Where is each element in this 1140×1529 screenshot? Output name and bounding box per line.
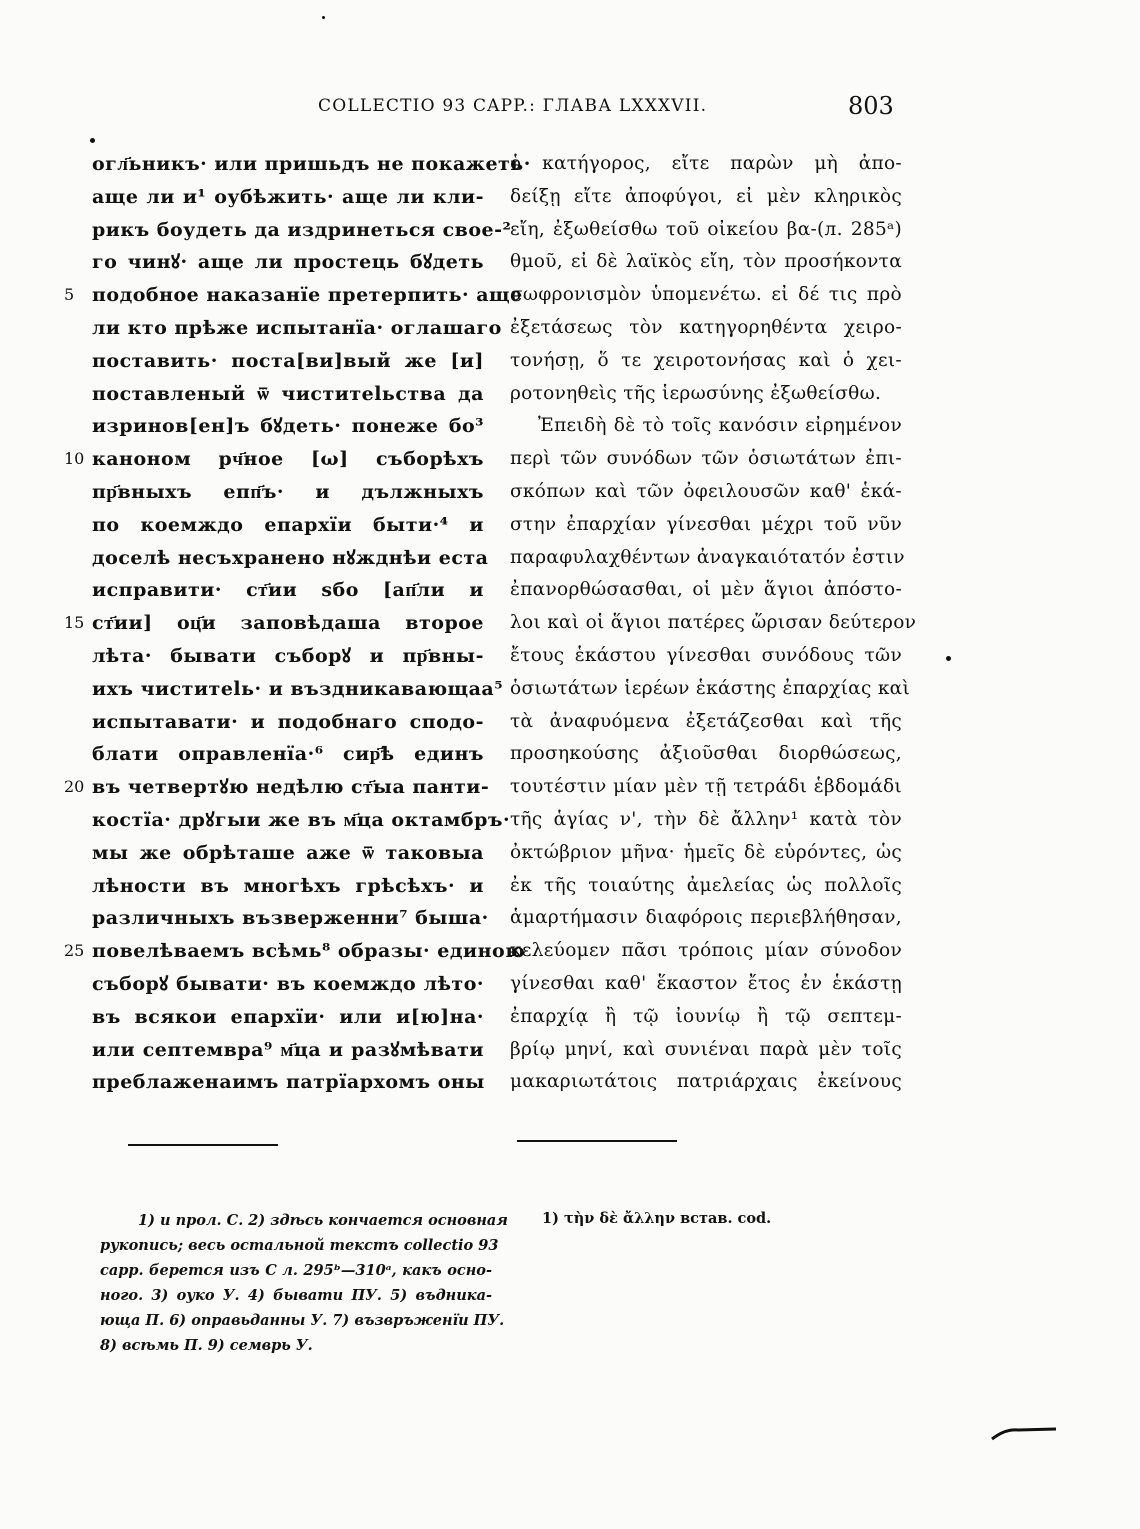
text-line: съборꙋ бывати· въ коемждо лѣто· xyxy=(92,972,484,995)
text-line: рикъ боудеть да издринеться свое-² xyxy=(92,218,512,241)
text-line: ἐξετάσεως τὸν κατηγορηθέντα χειρο- xyxy=(510,316,902,338)
text-line: ὁ κατήγορος, εἴτε παρὼν μὴ ἀπο- xyxy=(510,153,902,174)
text-line: ροτονηθεὶς τῆς ἱερωσύνης ἐξωθείσθω. xyxy=(510,382,882,404)
text-line: εἴη, ἐξωθείσθω τοῦ οἰκείου βα-(л. 285ᵃ) xyxy=(510,218,902,240)
footnotes-left xyxy=(100,1208,508,1358)
text-line: каноном рч҃ное [ω] съборѣхъ xyxy=(92,448,484,471)
text-line: костїа· дрꙋгыи же въ м҃ца октамбръ· xyxy=(92,808,511,831)
text-line: τὰ ἀναφυόμενα ἐξετάζεσθαι καὶ τῆς xyxy=(510,710,902,732)
text-line: въ всякои епархїи· или и[ю]на· xyxy=(92,1005,484,1028)
text-line: поставленый ѿ чиститеlьства да xyxy=(92,382,484,405)
text-line: γίνεσθαι καθ' ἕκαστον ἔτος ἐν ἑκάστῃ xyxy=(510,972,902,994)
text-line: ἐπαρχίᾳ ἢ τῷ ἰουνίῳ ἢ τῷ σεπτεμ- xyxy=(510,1005,902,1027)
text-line: повелѣваемъ всѣмь⁸ образы· единою xyxy=(92,940,526,963)
ink-dot-mark xyxy=(946,656,951,661)
text-line: τῆς ἁγίας ν', τὴν δὲ ἄλλην¹ κατὰ τὸν xyxy=(510,808,902,830)
text-line: пр҃вныхъ епп҃ъ· и дължныхъ xyxy=(92,480,484,503)
text-line: въ четвертꙋю недѣлю ст҃ыа панти- xyxy=(92,776,490,799)
text-line: по коемждо епархїи быти·⁴ и xyxy=(92,513,484,536)
text-line: τονήσῃ, ὅ τε χειροτονήσας καὶ ὁ χει- xyxy=(510,349,902,371)
footnote-line: 8) всѣмь П. 9) семврь У. xyxy=(100,1337,313,1354)
text-line: περὶ τῶν συνόδων τῶν ὁσιωτάτων ἐπι- xyxy=(510,448,902,470)
text-line: ст҃ии] оц҃и заповѣдаша второе xyxy=(92,612,484,635)
text-line: ἔτους ἑκάστου γίνεσθαι συνόδους τῶν xyxy=(510,644,902,666)
text-line: προσηκούσης ἀξιοῦσθαι διορθώσεως, xyxy=(510,743,902,765)
footnote-line: 1) и прол. С. 2) здѣсь кончается основная xyxy=(138,1212,508,1229)
text-line: мы же обрѣташе аже ѿ таковыа xyxy=(92,841,484,864)
line-number: 20 xyxy=(64,777,85,796)
footnote-rule-right xyxy=(517,1140,677,1142)
greek-column xyxy=(510,148,917,1099)
text-line: μακαριωτάτοις πατριάρχαις ἐκείνους xyxy=(510,1071,902,1093)
text-line: преблаженаимъ патрїархомъ оны xyxy=(92,1071,485,1094)
text-line: λοι καὶ οἱ ἅγιοι πατέρες ὥρισαν δεύτερον xyxy=(510,612,917,634)
text-line: лѣта· бывати съборꙋ и пр҃вны- xyxy=(92,644,484,667)
text-line: ихъ чиститеlь· и въздникавающаа⁵ xyxy=(92,677,504,700)
text-line: βρίῳ μηνί, καὶ συνιέναι παρὰ μὲν τοῖς xyxy=(510,1038,902,1060)
text-line: подобное наказанїе претерпить· аще xyxy=(92,284,523,307)
text-line: изринов[ен]ъ бꙋдеть· понеже бо³ xyxy=(92,415,484,438)
text-line: различныхъ възверженни⁷ быша· xyxy=(92,907,489,930)
text-line: блати оправленїа·⁶ сир҃ѣ единъ xyxy=(92,743,484,766)
ink-dot-mark xyxy=(90,138,95,143)
text-line: доселѣ несъхранено нꙋжднѣи еста xyxy=(92,546,489,569)
line-number: 25 xyxy=(64,941,85,960)
text-line: испытавати· и подобнаго сподо- xyxy=(92,710,484,733)
text-line: ли кто прѣже испытанїа· оглашаго xyxy=(92,316,502,339)
text-line: ἐπανορθώσασθαι, οἱ μὲν ἅγιοι ἀπόστο- xyxy=(510,579,902,601)
ink-scribble-mark xyxy=(990,1425,1058,1441)
running-title: COLLECTIO 93 CAPP.: ГЛАВА LXXXVII. xyxy=(318,96,708,116)
footnote-line: рукопись; весь остальной текстъ collectio 93 xyxy=(100,1237,499,1254)
footnote-rule-left xyxy=(128,1144,278,1146)
church-slavonic-column xyxy=(92,148,531,1099)
footnote-line: юща П. 6) оправьданны У. 7) възвръженїи ПУ. xyxy=(100,1312,505,1329)
text-line: аще ли и¹ оубѣжить· аще ли кли- xyxy=(92,185,484,208)
line-number: 5 xyxy=(64,285,75,304)
text-line: παραφυλαχθέντων ἀναγκαιότατόν ἐστιν xyxy=(510,546,905,568)
footnote-line: ного. 3) оуко У. 4) бывати ПУ. 5) въдника- xyxy=(100,1287,492,1304)
text-line: δείξῃ εἴτε ἀποφύγοι, εἰ μὲν κληρικὸς xyxy=(510,185,902,207)
page-number: 803 xyxy=(848,92,894,120)
text-line: τουτέστιν μίαν μὲν τῇ τετράδι ἑβδομάδι xyxy=(510,776,902,798)
text-line: ὀκτώβριον μῆνα· ἡμεῖς δὲ εὑρόντες, ὡς xyxy=(510,841,902,863)
text-line: σωφρονισμὸν ὑπομενέτω. εἰ δέ τις πρὸ xyxy=(510,284,902,306)
running-header xyxy=(0,92,1140,122)
text-line: στην ἐπαρχίαν γίνεσθαι μέχρι τοῦ νῦν xyxy=(510,513,902,535)
text-line: ἐκ τῆς τοιαύτης ἀμελείας ὡς πολλοῖς xyxy=(510,874,902,896)
text-line: или септемвра⁹ м҃ца и разꙋмѣвати xyxy=(92,1038,484,1061)
text-line: лѣности въ многѣхъ грѣсѣхъ· и xyxy=(92,874,484,897)
text-line: ἁμαρτήμασιν διαφόροις περιεβλήθησαν, xyxy=(510,907,902,929)
text-line: ὁσιωτάτων ἱερέων ἑκάστης ἐπαρχίας καὶ xyxy=(510,677,911,699)
text-line: Ἐπειδὴ δὲ τὸ τοῖς κανόσιν εἰρημένον xyxy=(538,415,902,437)
footnotes-right: 1) τὴν δὲ ἄλλην встав. cod. xyxy=(542,1210,772,1227)
text-line: κελεύομεν πᾶσι τρόποις μίαν σύνοδον xyxy=(510,940,902,962)
text-line: θμοῦ, εἰ δὲ λαϊκὸς εἴη, τὸν προσήκοντα xyxy=(510,251,902,273)
line-number: 15 xyxy=(64,613,85,632)
text-line: огл҃ьникъ· или пришьдъ не покажеть· xyxy=(92,153,531,175)
ink-dot-mark xyxy=(322,16,325,19)
footnote-line: capp. берется изъ С л. 295ᵇ—310ᵃ, какъ осно- xyxy=(100,1262,492,1279)
text-line: поставить· поста[ви]вый же [и] xyxy=(92,349,484,372)
text-line: го чинꙋ· аще ли простець бꙋдеть xyxy=(92,251,484,274)
text-line: σκόπων καὶ τῶν ὀφειλουσῶν καθ' ἑκά- xyxy=(510,480,902,502)
text-line: исправити· ст҃ии ѕбо [ап҃ли и xyxy=(92,579,484,602)
line-number: 10 xyxy=(64,449,85,468)
